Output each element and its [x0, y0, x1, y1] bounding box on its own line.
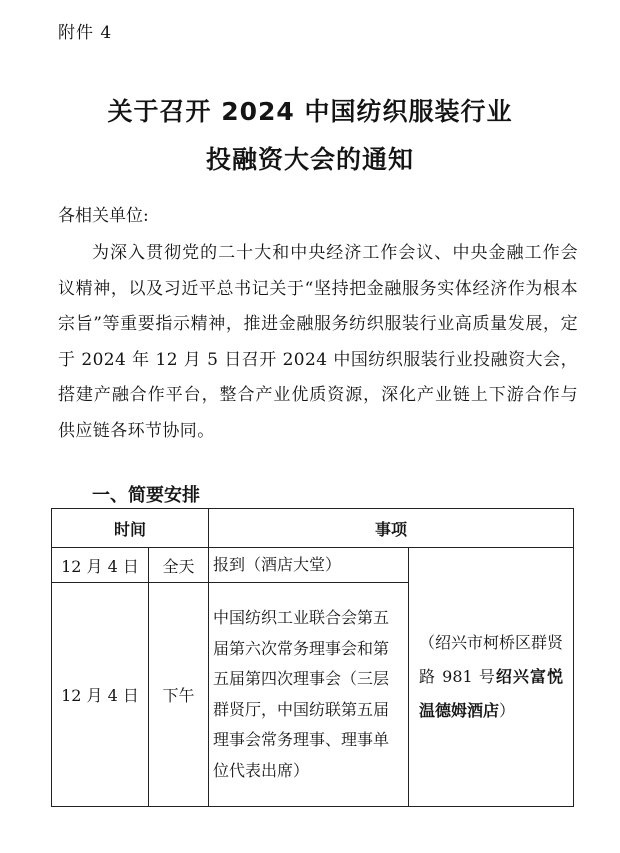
- section-heading: 一、简要安排: [92, 485, 200, 506]
- document-title: [0, 88, 620, 184]
- row-period: 全天: [149, 548, 209, 583]
- header-item: 事项: [209, 509, 574, 548]
- schedule-header-row: [52, 509, 574, 548]
- title-line-2: 投融资大会的通知: [205, 145, 414, 174]
- salutation: 各相关单位:: [58, 206, 149, 226]
- attachment-label: 附件 4: [58, 23, 113, 43]
- row-date: 12 月 4 日: [52, 583, 149, 807]
- location-cell: [409, 548, 574, 807]
- row-period: 下午: [149, 583, 209, 807]
- table-row: [52, 548, 574, 583]
- title-line-1: 关于召开 2024 中国纺织服装行业: [107, 97, 513, 126]
- location-prefix: （绍兴市柯桥区群贤路 981 号: [419, 633, 564, 686]
- header-time: 时间: [52, 509, 209, 548]
- body-paragraph: 为深入贯彻党的二十大和中央经济工作会议、中央金融工作会议精神，以及习近平总书记关于“坚持把金融服务实体经济作为根本宗旨”等重要指示精神，推进金融服务纺织服装行业高质量发展，定于 2024 年 12 月 5 日召开 2024 中国纺织服装行业投融资大会，搭建产融合作平台，整合产业优质资源，深化产业链上下游合作与供应链各环节协同。: [58, 243, 578, 441]
- row-event: 报到（酒店大堂）: [209, 548, 409, 583]
- row-date: 12 月 4 日: [52, 548, 149, 583]
- hotel-name: 绍兴富悦温德姆酒店: [419, 667, 564, 720]
- location-suffix: ）: [499, 701, 516, 720]
- row-event: 中国纺织工业联合会第五届第六次常务理事会和第五届第四次理事会（三层群贤厅，中国纺联第五届理事会常务理事、理事单位代表出席）: [209, 583, 409, 807]
- schedule-table: [51, 508, 574, 807]
